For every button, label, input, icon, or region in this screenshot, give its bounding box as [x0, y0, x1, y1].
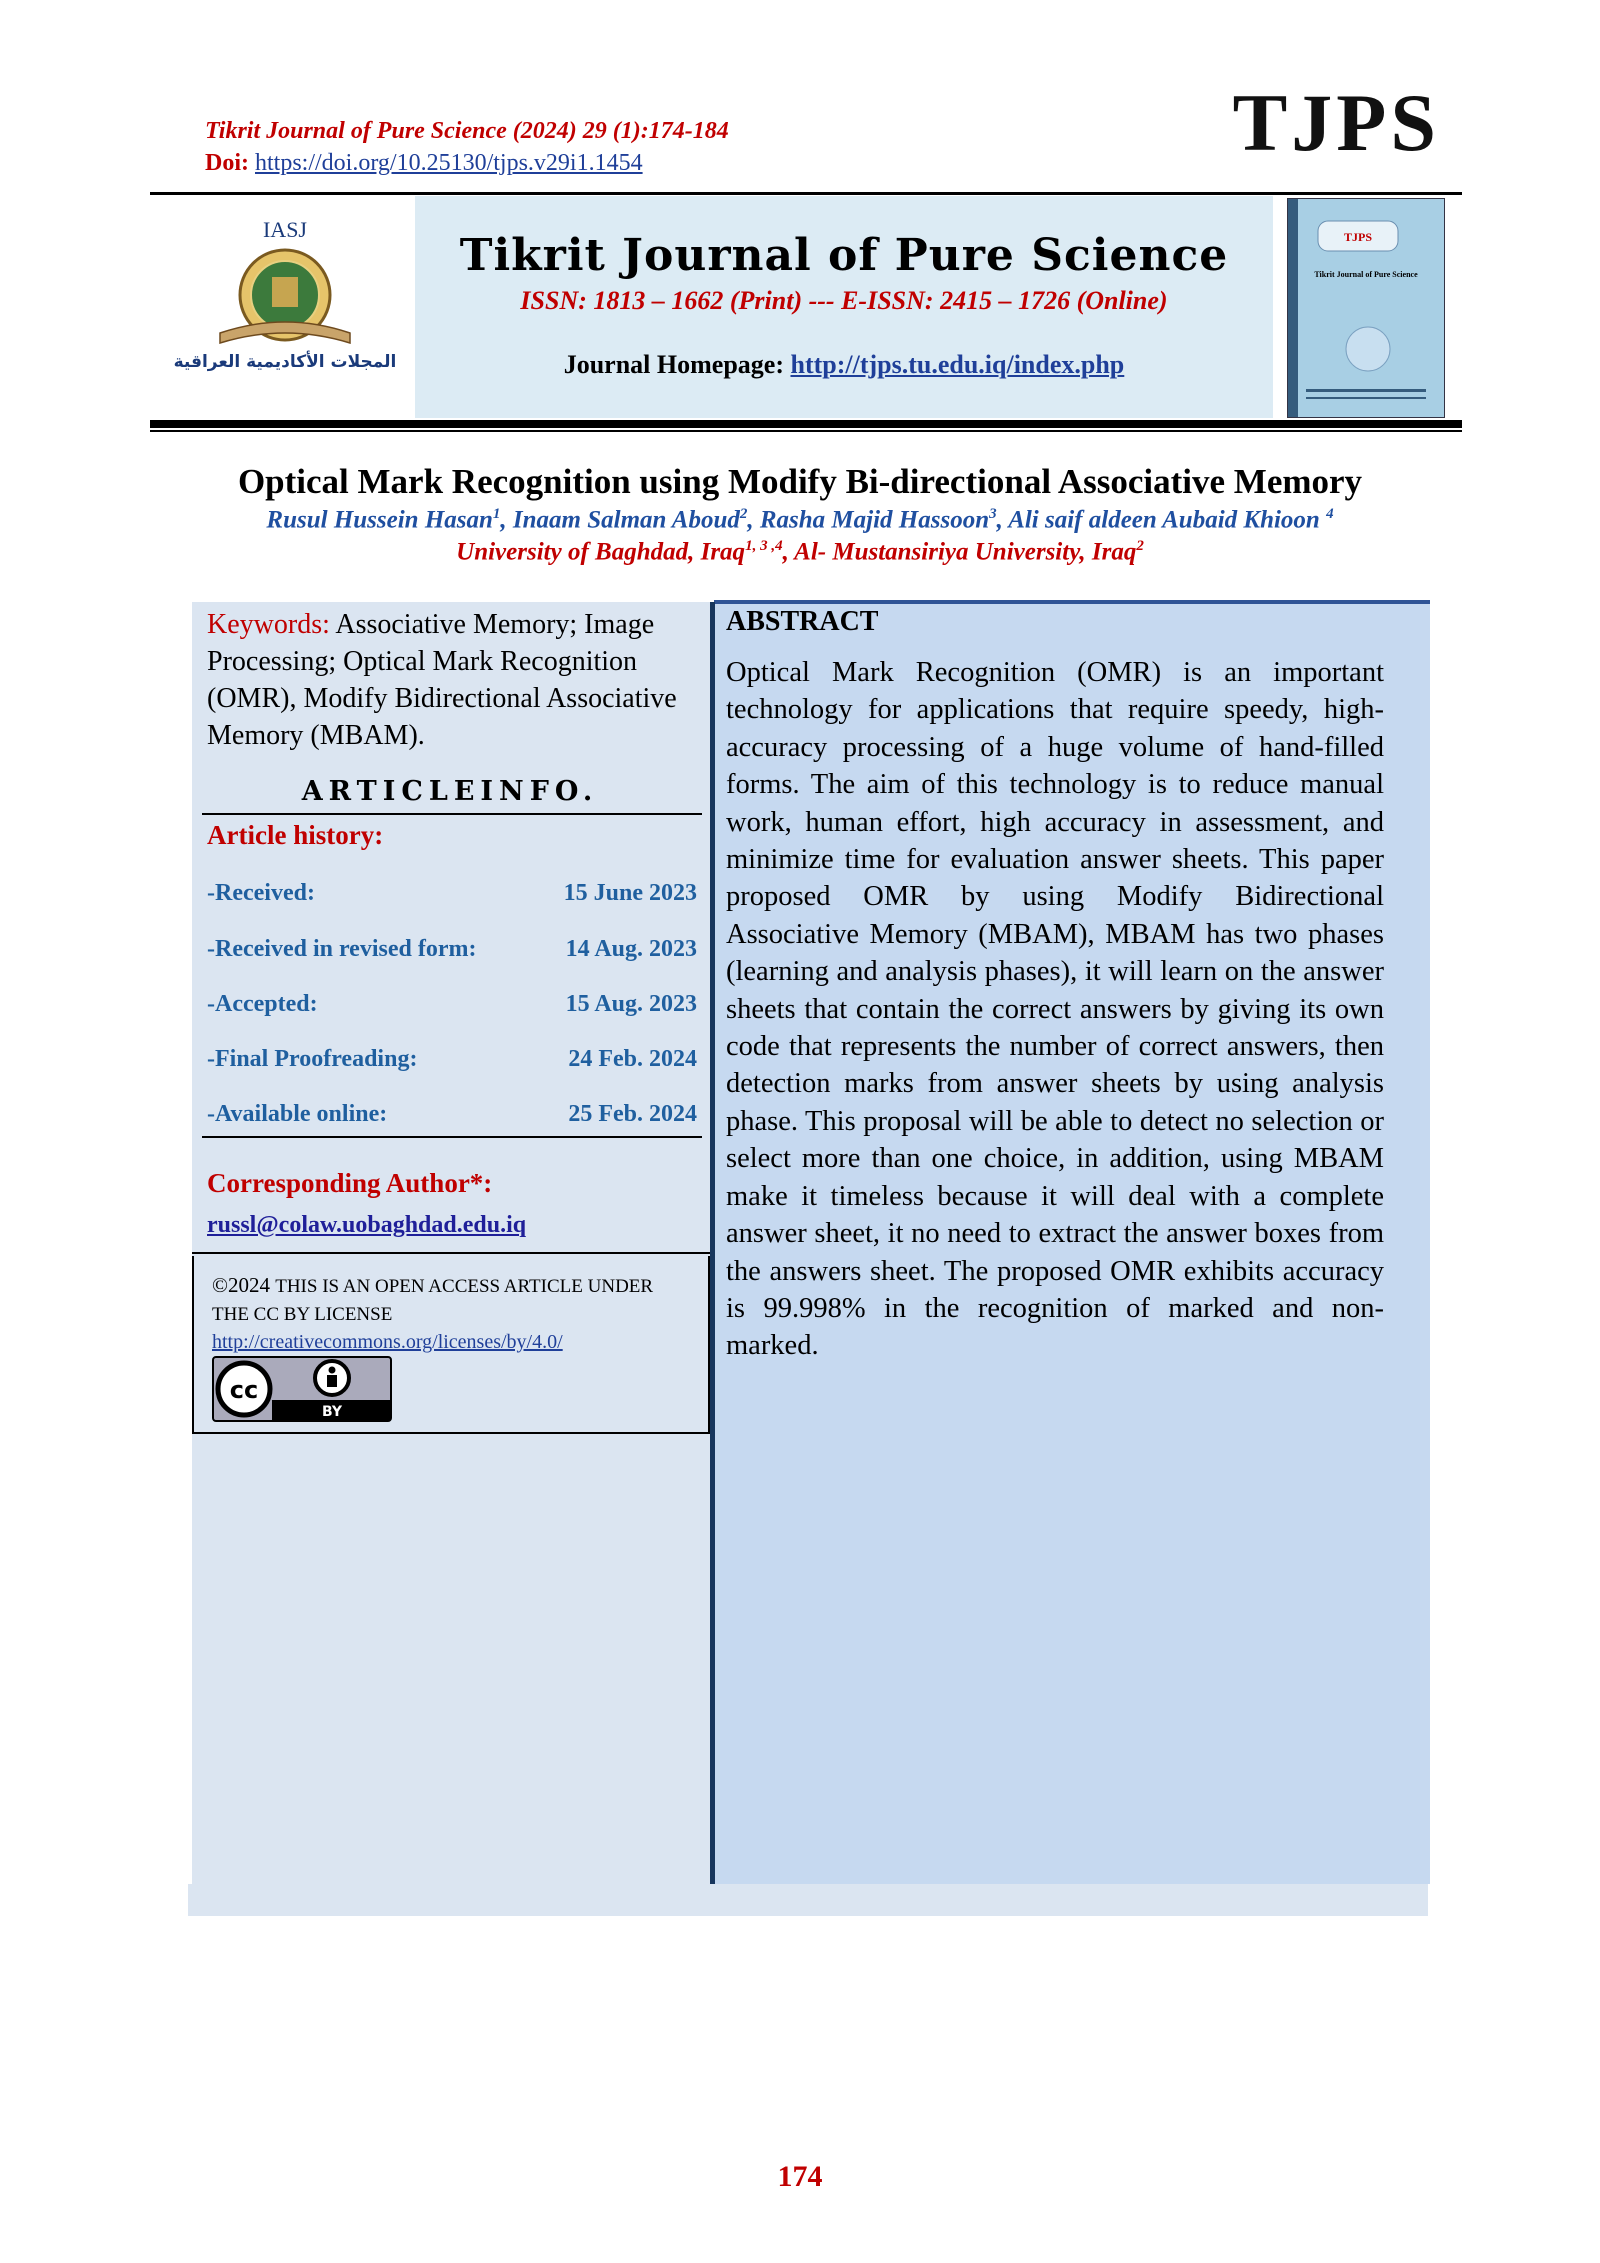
license-statement: THIS IS AN OPEN ACCESS ARTICLE UNDER THE CC BY LICENSE: [212, 1276, 654, 1325]
author-name: Rusul Hussein Hasan: [266, 506, 493, 534]
doi-link[interactable]: https://doi.org/10.25130/tjps.v29i1.1454: [255, 150, 643, 176]
iasj-label: IASJ: [262, 217, 308, 242]
affiliation-2-sup: 2: [1136, 538, 1144, 554]
cover-label: TJPS: [1343, 230, 1373, 244]
paper-title: Optical Mark Recognition using Modify Bi-directional Associative Memory: [237, 462, 1363, 501]
abstract-top-rule: [714, 600, 1430, 604]
svg-text:cc: cc: [229, 1376, 259, 1404]
author-sup: 2: [739, 506, 748, 522]
doi-line: [205, 150, 643, 177]
author-sup: 3: [989, 506, 997, 522]
header-thick-rule: [150, 420, 1462, 428]
author-sup: 1: [492, 506, 501, 522]
journal-citation: Tikrit Journal of Pure Science (2024) 29 (1):174-184: [205, 118, 729, 144]
iasj-logo: [160, 215, 405, 375]
license-text: [212, 1272, 692, 1355]
history-date: 25 Feb. 2024: [568, 1101, 697, 1127]
affiliation-2: Al- Mustansiriya University, Iraq: [794, 538, 1137, 566]
abstract-text: Optical Mark Recognition (OMR) is an important technology for applications that require speedy, high-accuracy processing of a huge volume of hand-filled forms. The aim of this technology is to reduce manual work, human effort, high accuracy in assessment, and minimize time for evaluation answer sheets. This paper proposed OMR by using Modify Bidirectional Associative Memory (MBAM), MBAM has two phases (learning and analysis phases), it will learn on the answer sheets that contain the correct answers by giving its own code that represents the number of correct answers, then detection marks from answer sheets by using analysis phase. This proposal will be able to detect no selection or select more than one choice, in addition, using MBAM make it timeless because it will deal with a complete answer sheet, it no need to extract the answer boxes from the answers sheet. The proposed OMR exhibits accuracy is 99.998% in the recognition of marked and non-marked.: [726, 657, 1384, 1362]
journal-name: Tikrit Journal of Pure Science: [459, 230, 1229, 281]
keywords-text: Associative Memory; Image Processing; Optical Mark Recognition (OMR), Modify Bidirectional Associative Memory (MBAM).: [207, 609, 677, 751]
homepage-line: [415, 350, 1273, 380]
article-info-rule: [202, 813, 702, 815]
affiliation-1: University of Baghdad, Iraq: [456, 538, 746, 566]
history-date: 15 June 2023: [563, 880, 697, 906]
article-history-title: Article history:: [207, 820, 384, 850]
history-row-online: [207, 1101, 697, 1128]
journal-cover-thumbnail: [1287, 198, 1445, 418]
license-prefix: ©2024: [212, 1273, 270, 1297]
cover-title: Tikrit Journal of Pure Science: [1314, 270, 1418, 279]
cc-by-badge[interactable]: [212, 1356, 392, 1422]
history-label: -Available online:: [207, 1101, 388, 1127]
history-date: 24 Feb. 2024: [568, 1046, 697, 1072]
history-label: -Accepted:: [207, 991, 318, 1017]
author-name: Ali saif aldeen Aubaid Khioon: [1008, 506, 1320, 534]
history-label: -Final Proofreading:: [207, 1046, 418, 1072]
article-info-title: ARTICLEINFO.: [301, 776, 599, 807]
tjps-logo-text: TJPS: [1232, 77, 1440, 168]
history-date: 14 Aug. 2023: [565, 936, 697, 962]
history-label: -Received:: [207, 880, 315, 906]
abstract-heading: ABSTRACT: [726, 606, 879, 637]
author-name: Inaam Salman Aboud: [512, 506, 740, 534]
corresponding-email-link[interactable]: russl@colaw.uobaghdad.edu.iq: [207, 1212, 527, 1238]
affiliation-1-sup: 1, 3 ,4: [745, 538, 783, 554]
author-list: Rusul Hussein Hasan$^1$, Inaam Salman Aboud$^2$, Rasha Majid Hassoon$^3$, Ali saif aldeen Aubaid Khioon $^4$: [266, 506, 1334, 534]
issn-line: ISSN: 1813 – 1662 (Print) --- E-ISSN: 2415 – 1726 (Online): [520, 286, 1168, 315]
header-thin-rule: [150, 430, 1462, 432]
history-label: -Received in revised form:: [207, 936, 477, 962]
affiliations: University of Baghdad, Iraq$^{1, 3 ,4}$, Al- Mustansiriya University, Iraq$^2$: [456, 538, 1144, 566]
header-rule: [150, 192, 1462, 195]
corresponding-author-label: Corresponding Author*:: [207, 1168, 493, 1198]
doi-label: Doi:: [205, 150, 249, 176]
history-row-revised: [207, 936, 697, 963]
author-sup: 4: [1326, 506, 1334, 522]
history-date: 15 Aug. 2023: [565, 991, 697, 1017]
keywords: [207, 606, 702, 754]
panel-bottom-strip: [188, 1884, 1428, 1916]
homepage-link[interactable]: http://tjps.tu.edu.iq/index.php: [790, 350, 1125, 379]
history-row-accepted: [207, 991, 697, 1018]
author-name: Rasha Majid Hassoon: [759, 506, 990, 534]
cc-by-label: BY: [321, 1404, 343, 1420]
license-top-rule: [192, 1252, 710, 1254]
keywords-label: Keywords:: [207, 609, 330, 640]
license-url-link[interactable]: http://creativecommons.org/licenses/by/4.0/: [212, 1331, 563, 1353]
history-row-proofreading: [207, 1046, 697, 1073]
history-bottom-rule: [202, 1136, 702, 1138]
history-row-received: [207, 880, 697, 907]
iasj-arabic: المجلات الأكاديمية العراقية: [173, 352, 397, 372]
column-divider: [710, 602, 715, 1884]
homepage-label: Journal Homepage:: [563, 350, 784, 379]
page-number: 174: [777, 2160, 823, 2193]
